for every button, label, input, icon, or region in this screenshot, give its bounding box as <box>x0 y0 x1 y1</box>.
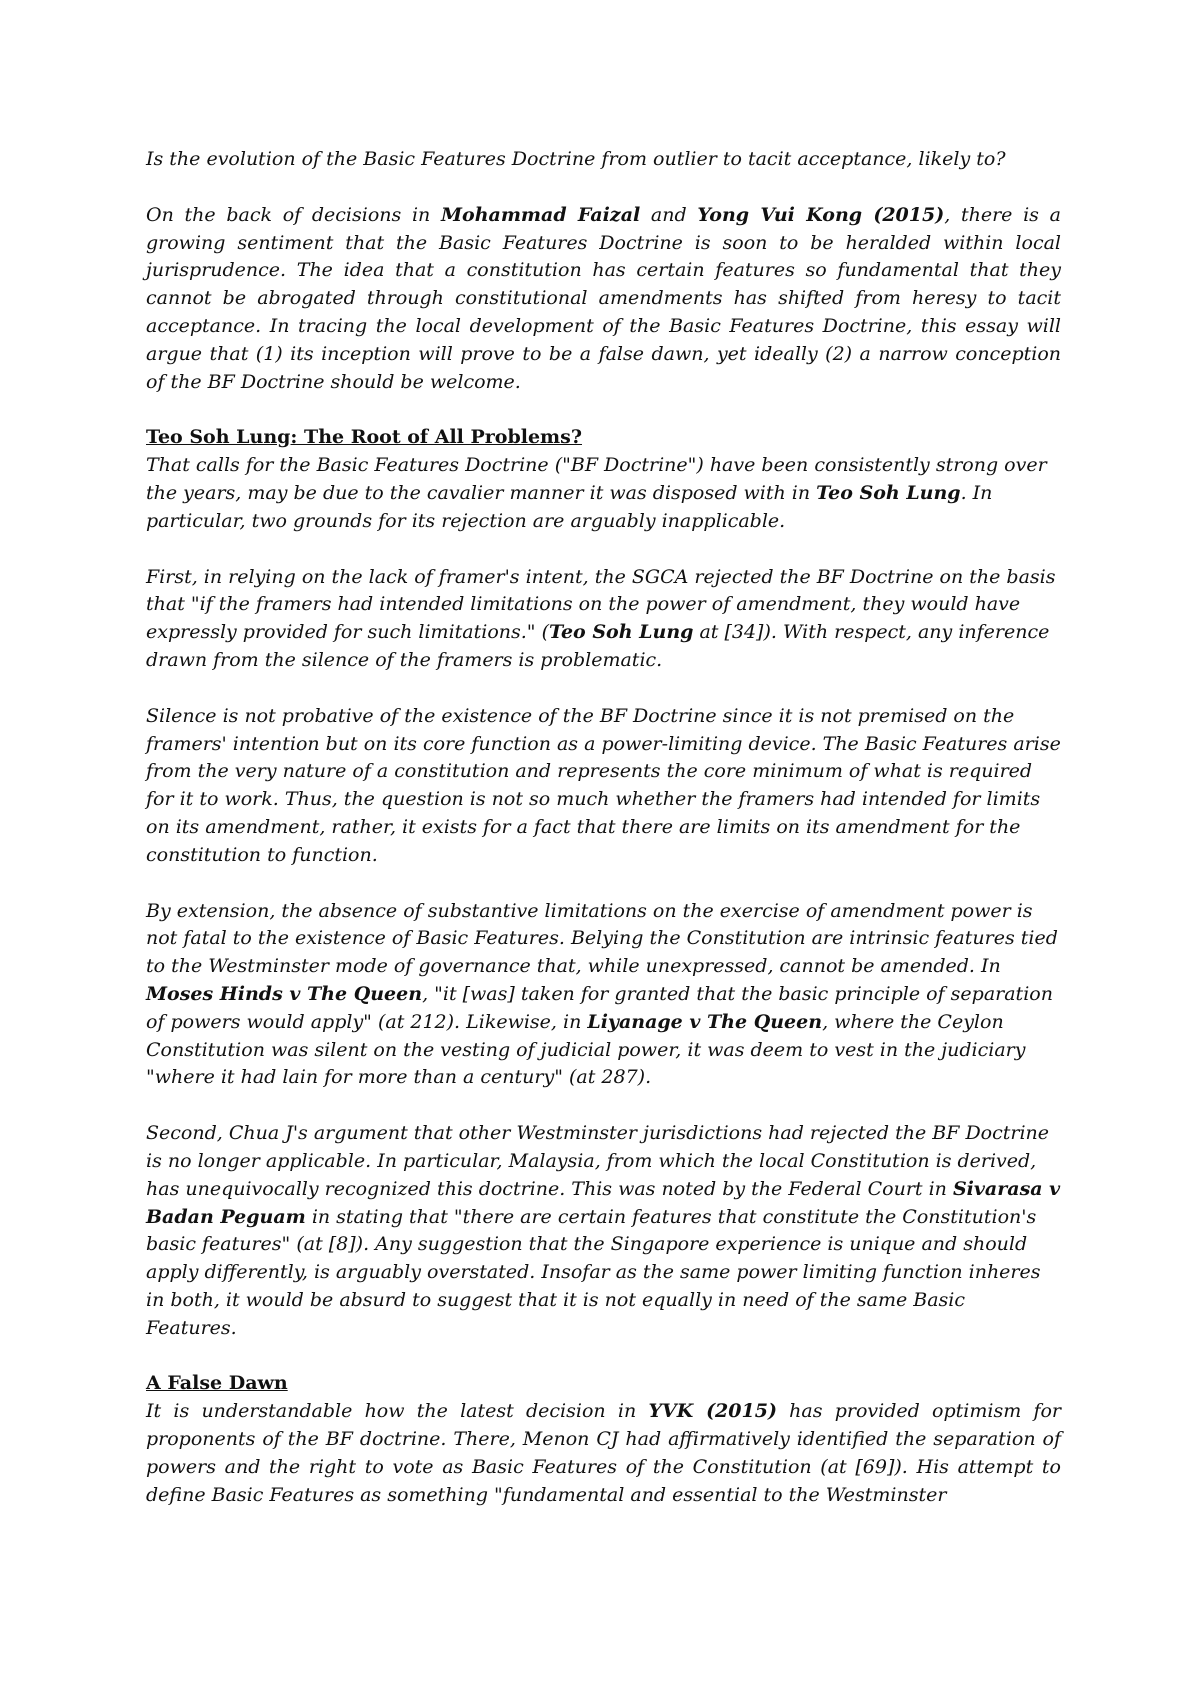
case-name-moses-hinds: Moses Hinds v The Queen <box>146 982 423 1005</box>
case-name-yvk: YVK (2015) <box>648 1400 777 1423</box>
document-page <box>146 146 1061 1537</box>
case-name-teo-soh-lung-cite: Teo Soh Lung <box>548 621 694 644</box>
silence-text: Silence is not probative of the existence of the BF Doctrine since it is not premised on the framers' intention but on its core function as a power-limiting device. The Basic Features arise from the very nature of a constitution and represents the core minimum of what is required for it to work. Thus, the question is not so much whether the framers had intended for limits on its amendment, rather, it exists for a fact that there are limits on its amendment for the constitution to function. <box>146 704 1061 866</box>
section-teo-soh-lung <box>146 424 1061 535</box>
case-name-liyanage: Liyanage v The Queen <box>587 1010 823 1033</box>
case-name-teo-soh-lung: Teo Soh Lung <box>816 481 961 504</box>
paragraph-false-dawn <box>146 1398 1061 1509</box>
paragraph-extension <box>146 898 1061 1093</box>
extension-text-1: By extension, the absence of substantive limitations on the exercise of amendment power is not fatal to the existence of Basic Features. Belying the Constitution are intrinsic features tied to the Westminster mode of governance that, while unexpressed, cannot be amended. In <box>146 899 1058 978</box>
extension-text-3: , where the Ceylon Constitution was silent on the vesting of judicial power, it was deem to vest in the judiciary "where it had lain for more than a century" (at 287). <box>146 1010 1026 1089</box>
teo-intro-text-2: . In particular, two grounds for its rejection are arguably inapplicable. <box>146 481 993 532</box>
case-name-sivarasa: Sivarasa v Badan Peguam <box>146 1177 1061 1228</box>
extension-text-2: , "it [was] taken for granted that the basic principle of separation of powers would apply" (at 212). Likewise, in <box>146 982 1053 1033</box>
teo-intro-text-1: That calls for the Basic Features Doctrine ("BF Doctrine") have been consistently strong over the years, may be due to the cavalier manner it was disposed with in <box>146 454 1047 504</box>
false-dawn-text-1: It is understandable how the latest decision in <box>146 1400 649 1423</box>
paragraph-intro <box>146 202 1061 397</box>
paragraph-question <box>146 146 1061 174</box>
case-name-yong-vui-kong: Yong Vui Kong (2015) <box>697 203 945 226</box>
intro-text-2: and <box>640 203 698 226</box>
paragraph-teo-intro <box>146 452 1061 535</box>
paragraph-second <box>146 1120 1061 1342</box>
paragraph-silence <box>146 703 1061 870</box>
section-heading-false-dawn: A False Dawn <box>146 1372 288 1395</box>
question-text: Is the evolution of the Basic Features Doctrine from outlier to tacit acceptance, likely to? <box>146 148 1006 170</box>
first-text-1: First, in relying on the lack of framer's intent, the SGCA rejected the BF Doctrine on the basis that "if the framers had intended limitations on the power of amendment, they would have expressly provided for such limitations." ( <box>146 565 1056 644</box>
first-text-2: at [34]). With respect, any inference drawn from the silence of the framers is problematic. <box>146 621 1050 671</box>
paragraph-first <box>146 564 1061 675</box>
section-heading-teo-soh-lung: Teo Soh Lung: The Root of All Problems? <box>146 426 582 449</box>
second-text-1: Second, Chua J's argument that other Westminster jurisdictions had rejected the BF Doctrine is no longer applicable. In particular, Malaysia, from which the local Constitution is derived, has unequivocally recognized this doctrine. This was noted by the Federal Court in <box>146 1122 1050 1200</box>
case-name-mohammad-faizal: Mohammad Faizal <box>441 203 641 226</box>
second-text-2: in stating that "there are certain features that constitute the Constitution's basic features" (at [8]). Any suggestion that the Singapore experience is unique and should apply differently, is arguably overstated. Insofar as the same power limiting function inheres in both, it would be absurd to suggest that it is not equally in need of the same Basic Features. <box>146 1205 1041 1339</box>
intro-text-1: On the back of decisions in <box>146 203 441 226</box>
section-false-dawn <box>146 1370 1061 1509</box>
intro-text-3: , there is a growing sentiment that the Basic Features Doctrine is soon to be heralded within local jurisprudence. The idea that a constitution has certain features so fundamental that they cannot be abrogated through constitutional amendments has shifted from heresy to tacit acceptance. In tracing the local development of the Basic Features Doctrine, this essay will argue that (1) its inception will prove to be a false dawn, yet ideally (2) a narrow conception of the BF Doctrine should be welcome. <box>146 203 1061 393</box>
false-dawn-text-2: has provided optimism for proponents of the BF doctrine. There, Menon CJ had affirmatively identified the separation of powers and the right to vote as Basic Features of the Constitution (at [69]). His attempt to define Basic Features as something "fundamental and essential to the Westminster <box>146 1400 1062 1506</box>
